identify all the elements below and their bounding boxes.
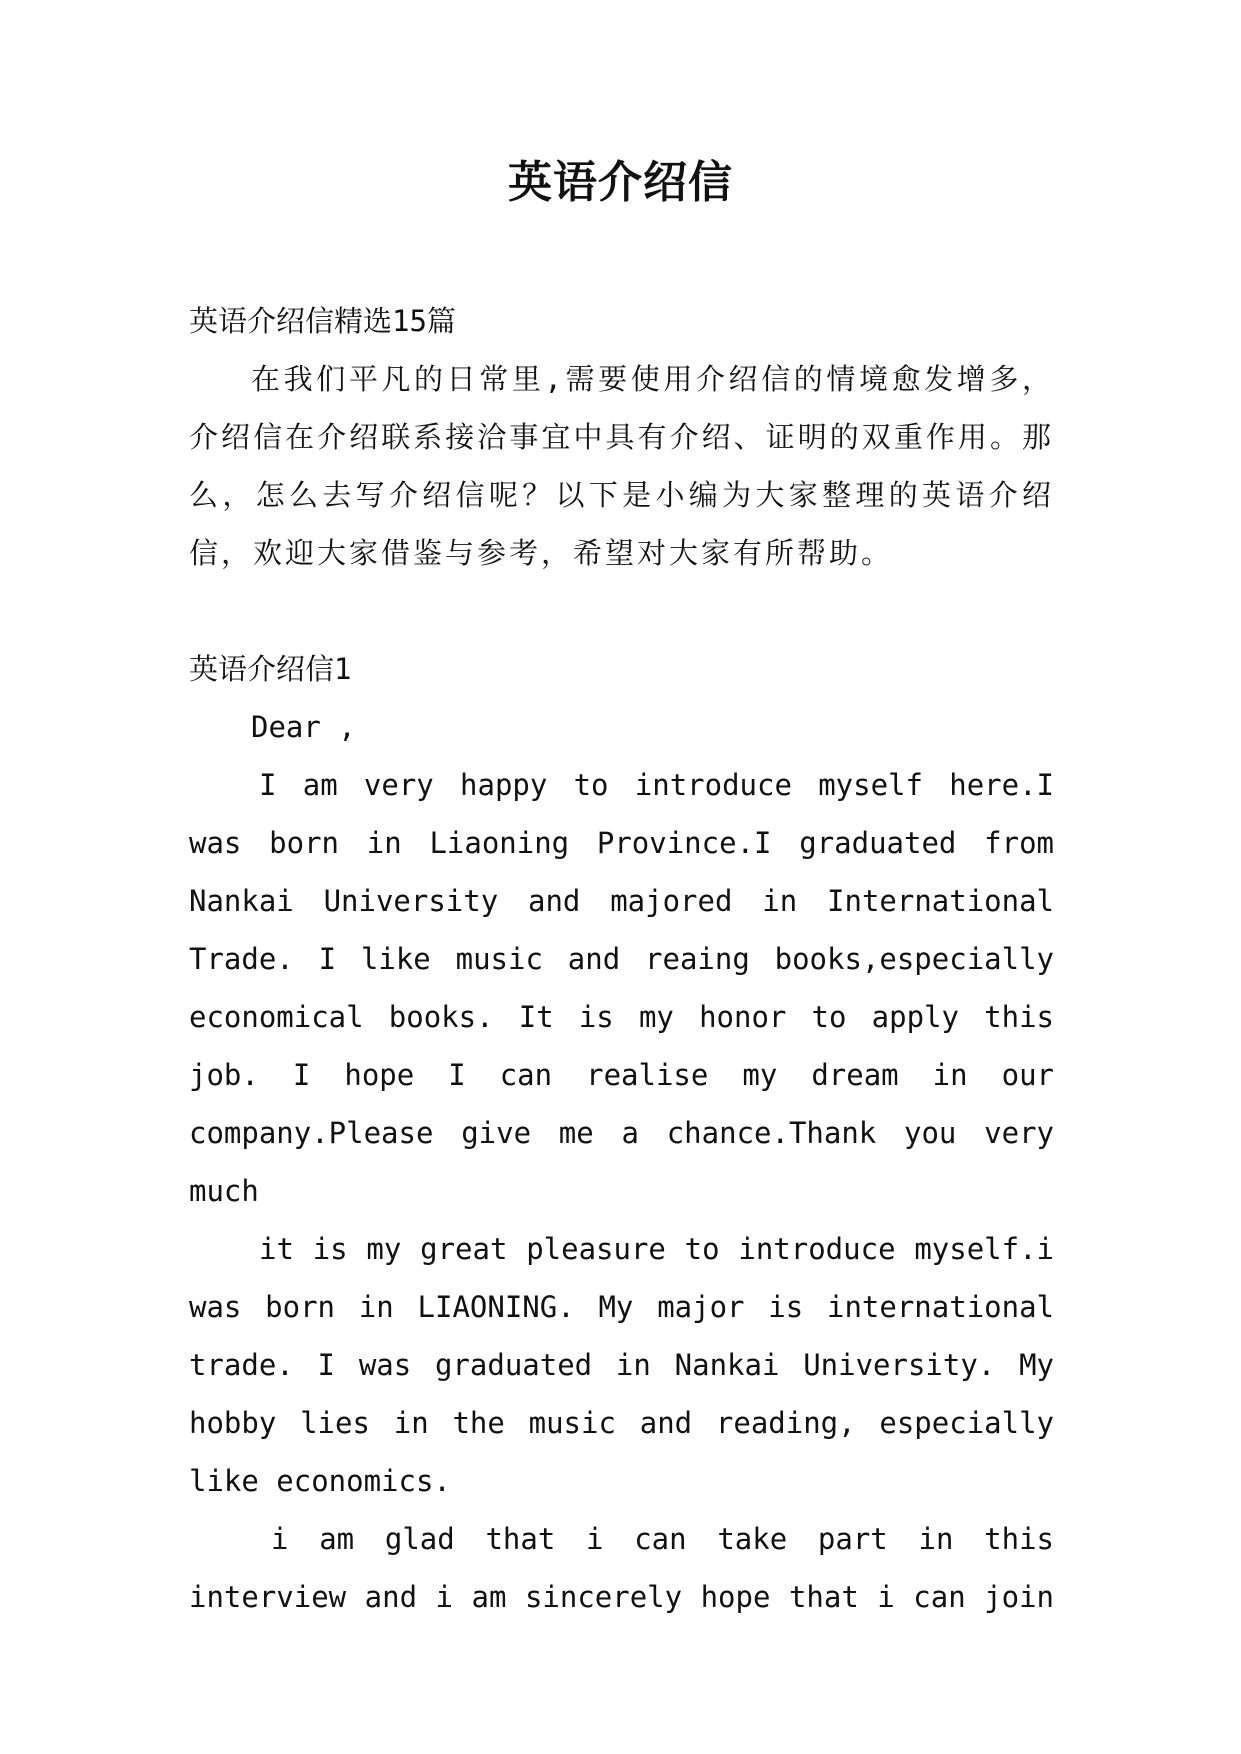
letter-paragraph-1: I am very happy to introduce myself here.I was born in Liaoning Province.I graduated from Nankai University and majored in International Trade. I like music and reaing books,especially economical books. It is my honor to apply this job. I hope I can realise my dream in our company.Please give me a chance.Thank you very much xyxy=(189,768,1054,1208)
letter-paragraph-2: it is my great pleasure to introduce myself.i was born in LIAONING. My major is international trade. I was graduated in Nankai University. My hobby lies in the music and reading, especially like economics. xyxy=(189,1232,1054,1498)
intro-paragraph: 在我们平凡的日常里,需要使用介绍信的情境愈发增多，介绍信在介绍联系接洽事宜中具有介绍、证明的双重作用。那么，怎么去写介绍信呢？以下是小编为大家整理的英语介绍信，欢迎大家借鉴与参考，希望对大家有所帮助。 xyxy=(189,362,1054,570)
document-body xyxy=(189,292,1054,1626)
salutation: Dear , xyxy=(251,710,356,744)
spacer xyxy=(189,582,1054,640)
section-heading: 英语介绍信1 xyxy=(189,652,352,686)
subtitle: 英语介绍信精选15篇 xyxy=(189,304,456,338)
document-title: 英语介绍信 xyxy=(508,157,733,208)
letter-paragraph-3: i am glad that i can take part in this interview and i am sincerely hope that i can join xyxy=(189,1522,1054,1614)
